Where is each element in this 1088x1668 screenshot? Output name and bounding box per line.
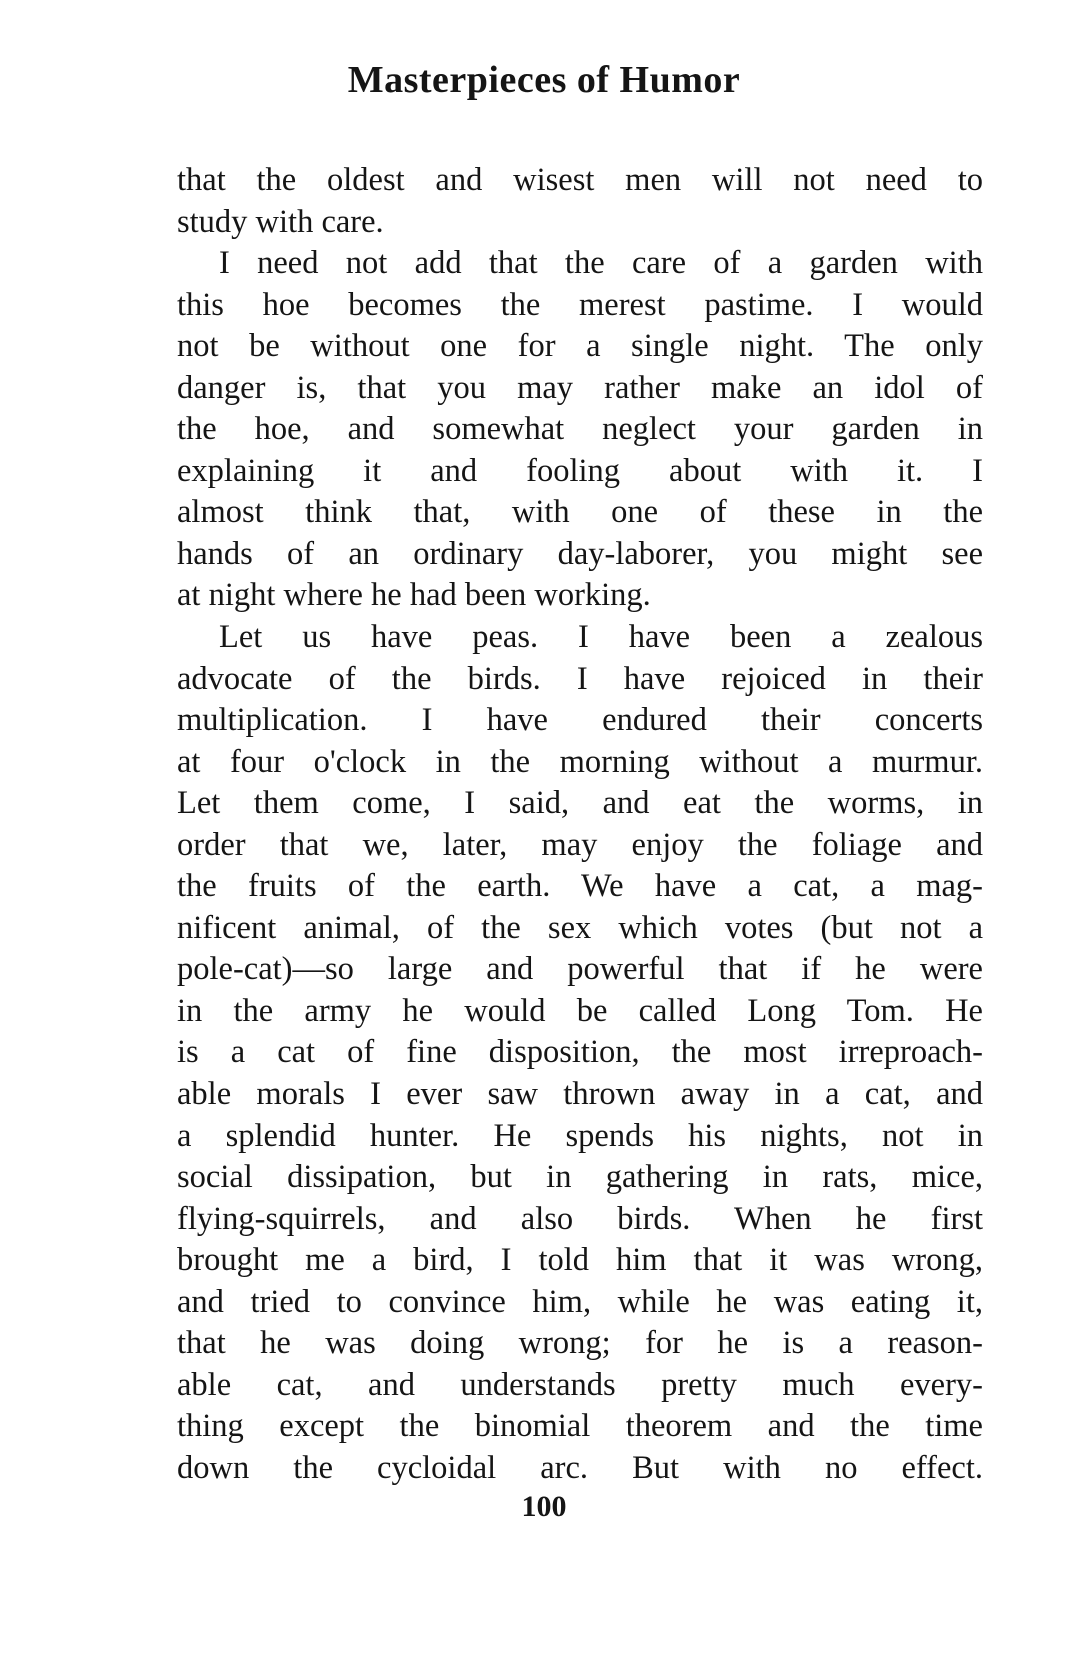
running-title: Masterpieces of Humor — [347, 59, 741, 101]
text-line: that the oldest and wisest men will not need to — [177, 162, 983, 198]
text-line: flying-squirrels, and also birds. When he first — [177, 1200, 983, 1237]
text-line: at four o'clock in the morning without a murmur. — [177, 743, 983, 780]
text-line: Let them come, I said, and eat the worms, in — [177, 785, 983, 822]
text-line: explaining it and fooling about with it. I — [177, 452, 983, 489]
text-line: pole-cat)—so large and powerful that if he were — [177, 951, 983, 988]
text-line: able cat, and understands pretty much every- — [177, 1366, 983, 1403]
text-line: I need not add that the care of a garden with — [219, 245, 983, 282]
text-line: nificent animal, of the sex which votes (but not a — [177, 909, 983, 946]
text-line: and tried to convince him, while he was eating it, — [177, 1283, 983, 1320]
text-line: a splendid hunter. He spends his nights, not in — [177, 1117, 983, 1154]
text-line: the fruits of the earth. We have a cat, a mag- — [177, 868, 983, 905]
body-text — [177, 160, 983, 1490]
text-line: Let us have peas. I have been a zealous — [219, 619, 983, 656]
text-line: study with care. — [177, 203, 384, 240]
text-line: is a cat of fine disposition, the most irreproach- — [177, 1034, 983, 1071]
text-line: not be without one for a single night. The only — [177, 328, 983, 365]
text-line: in the army he would be called Long Tom. He — [177, 992, 983, 1029]
text-line: danger is, that you may rather make an idol of — [177, 369, 983, 406]
text-line: hands of an ordinary day-laborer, you might see — [177, 535, 983, 572]
text-line: almost think that, with one of these in the — [177, 494, 983, 531]
text-line: at night where he had been working. — [177, 577, 651, 614]
page-number: 100 — [521, 1490, 567, 1523]
text-line: brought me a bird, I told him that it was wrong, — [177, 1242, 983, 1279]
text-line: order that we, later, may enjoy the foliage and — [177, 826, 983, 863]
text-line: the hoe, and somewhat neglect your garden in — [177, 411, 983, 448]
text-line: social dissipation, but in gathering in rats, mice, — [177, 1159, 983, 1196]
text-line: thing except the binomial theorem and the time — [177, 1408, 983, 1445]
text-line: down the cycloidal arc. But with no effect. — [177, 1449, 983, 1486]
text-line: able morals I ever saw thrown away in a cat, and — [177, 1076, 983, 1113]
text-line: multiplication. I have endured their concerts — [177, 702, 983, 739]
text-line: that he was doing wrong; for he is a reason- — [177, 1325, 983, 1362]
text-line: this hoe becomes the merest pastime. I would — [177, 286, 983, 323]
text-line: advocate of the birds. I have rejoiced in their — [177, 660, 983, 697]
